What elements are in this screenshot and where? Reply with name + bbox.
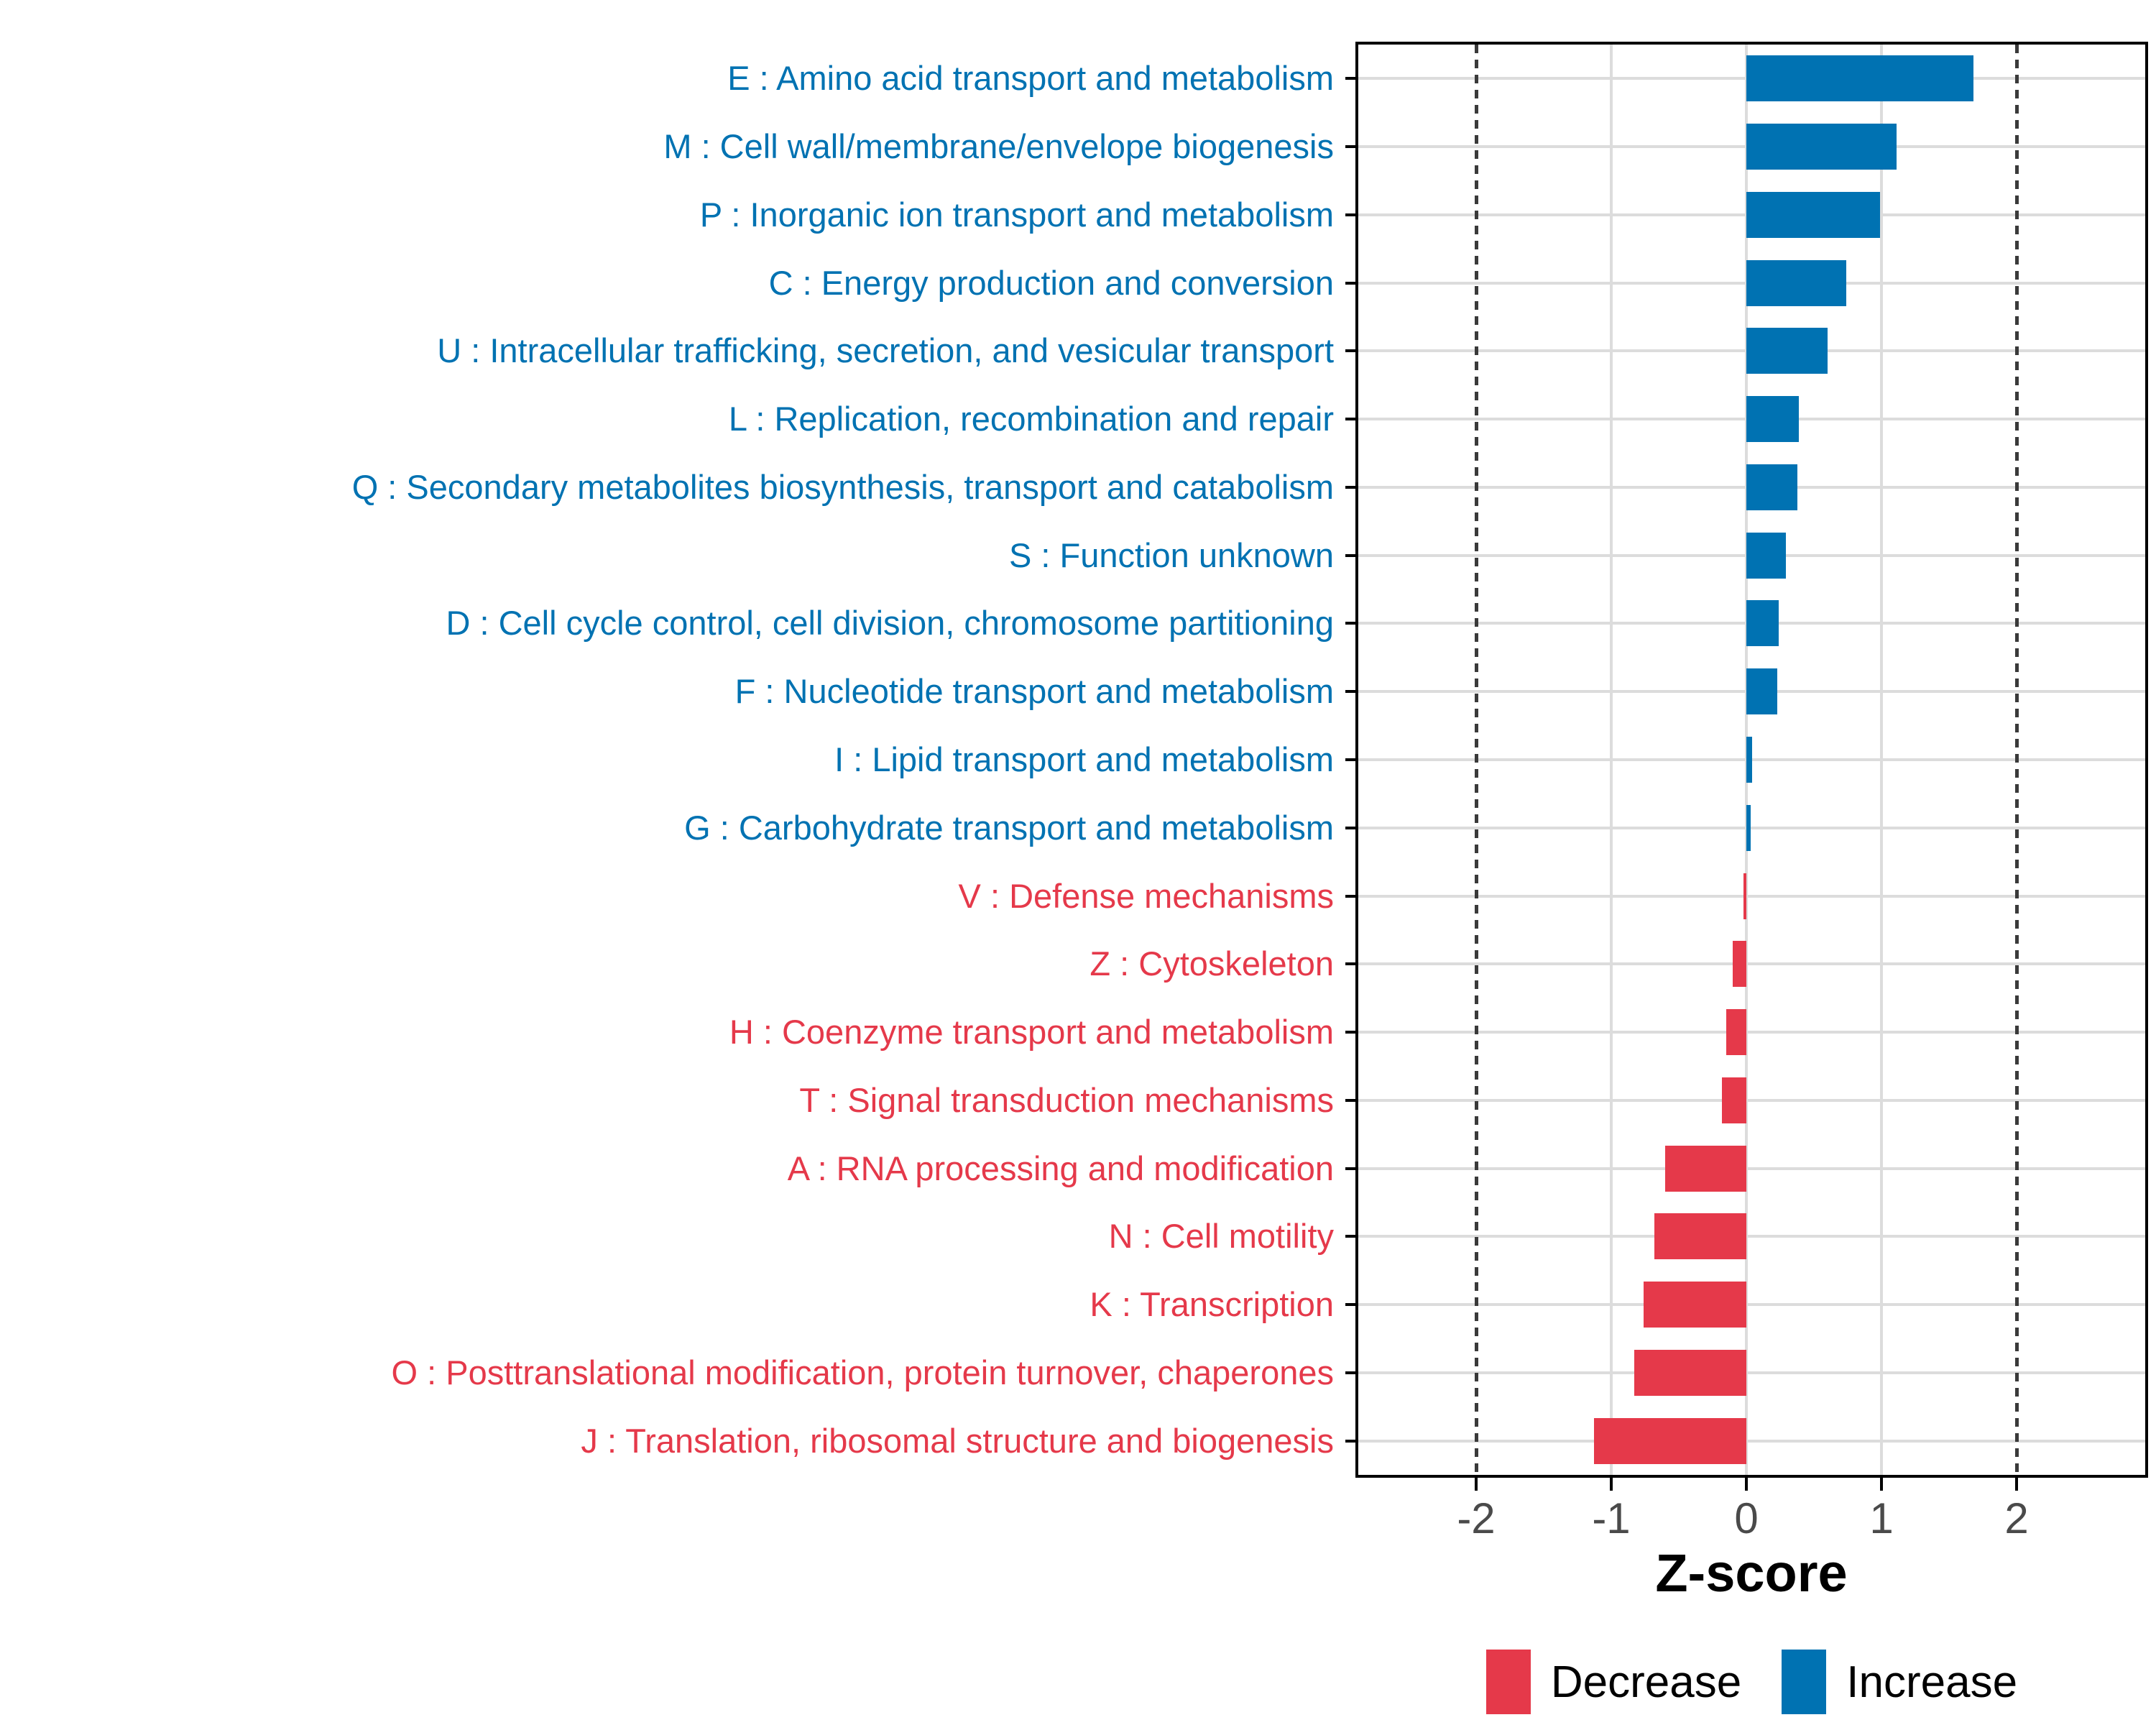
category-label-K: K : Transcription	[1089, 1285, 1334, 1324]
bar-U	[1746, 328, 1828, 374]
x-tick-0	[1745, 1478, 1748, 1491]
legend-item-increase	[1782, 1650, 2017, 1714]
bar-G	[1746, 805, 1751, 851]
bar-O	[1634, 1350, 1746, 1396]
y-tick-H	[1345, 1031, 1358, 1034]
x-tick--2	[1475, 1478, 1478, 1491]
x-tick-1	[1880, 1478, 1883, 1491]
bar-F	[1746, 668, 1777, 714]
x-tick-label--2: -2	[1457, 1494, 1496, 1542]
x-tick-label--1: -1	[1592, 1494, 1631, 1542]
decrease-swatch-icon	[1486, 1650, 1531, 1714]
bar-L	[1746, 396, 1799, 442]
bar-Q	[1746, 464, 1797, 510]
category-label-M: M : Cell wall/membrane/envelope biogenesis	[663, 127, 1334, 166]
legend-label-decrease: Decrease	[1550, 1657, 1742, 1707]
category-label-V: V : Defense mechanisms	[958, 876, 1334, 915]
y-tick-Q	[1345, 486, 1358, 489]
category-label-O: O : Posttranslational modification, protein turnover, chaperones	[391, 1353, 1334, 1392]
y-tick-Z	[1345, 962, 1358, 965]
reference-line-x--2	[1475, 45, 1478, 1475]
category-label-A: A : RNA processing and modification	[787, 1149, 1334, 1187]
y-tick-E	[1345, 77, 1358, 80]
y-tick-O	[1345, 1371, 1358, 1374]
bar-M	[1746, 124, 1897, 170]
category-label-G: G : Carbohydrate transport and metabolism	[684, 808, 1334, 847]
bar-D	[1746, 600, 1779, 646]
bar-V	[1743, 873, 1746, 919]
category-label-P: P : Inorganic ion transport and metabolism	[699, 195, 1334, 234]
y-tick-L	[1345, 418, 1358, 420]
y-tick-P	[1345, 213, 1358, 216]
x-axis-title: Z-score	[1655, 1543, 1848, 1603]
y-tick-U	[1345, 349, 1358, 352]
bar-P	[1746, 192, 1880, 238]
bar-T	[1722, 1077, 1746, 1123]
reference-line-x-2	[2015, 45, 2019, 1475]
y-tick-G	[1345, 827, 1358, 829]
bar-C	[1746, 260, 1846, 306]
category-label-D: D : Cell cycle control, cell division, chromosome partitioning	[446, 604, 1334, 643]
category-label-Q: Q : Secondary metabolites biosynthesis, transport and catabolism	[351, 467, 1334, 506]
y-tick-T	[1345, 1099, 1358, 1102]
y-tick-M	[1345, 145, 1358, 148]
y-tick-A	[1345, 1167, 1358, 1170]
bar-I	[1746, 737, 1752, 783]
bar-E	[1746, 55, 1973, 101]
legend-item-decrease	[1486, 1650, 1741, 1714]
bar-N	[1654, 1213, 1746, 1259]
category-label-S: S : Function unknown	[1009, 535, 1334, 574]
category-label-F: F : Nucleotide transport and metabolism	[734, 672, 1334, 711]
legend-label-increase: Increase	[1846, 1657, 2018, 1707]
bar-H	[1726, 1009, 1746, 1055]
category-label-Z: Z : Cytoskeleton	[1089, 944, 1334, 983]
category-label-C: C : Energy production and conversion	[768, 263, 1334, 302]
bar-J	[1594, 1418, 1746, 1464]
x-tick-label-1: 1	[1869, 1494, 1894, 1542]
increase-swatch-icon	[1782, 1650, 1826, 1714]
category-label-J: J : Translation, ribosomal structure and biogenesis	[581, 1421, 1334, 1460]
y-tick-S	[1345, 554, 1358, 557]
bar-S	[1746, 533, 1786, 579]
category-label-E: E : Amino acid transport and metabolism	[727, 59, 1334, 98]
y-tick-D	[1345, 622, 1358, 625]
y-tick-N	[1345, 1235, 1358, 1238]
plot-panel	[1355, 42, 2148, 1478]
x-tick-label-0: 0	[1734, 1494, 1759, 1542]
y-tick-I	[1345, 758, 1358, 761]
x-tick-label-2: 2	[2004, 1494, 2029, 1542]
category-label-H: H : Coenzyme transport and metabolism	[729, 1013, 1334, 1052]
bar-Z	[1733, 941, 1746, 987]
category-label-T: T : Signal transduction mechanisms	[799, 1080, 1334, 1119]
x-tick-2	[2015, 1478, 2018, 1491]
legend	[1358, 1644, 2145, 1719]
y-tick-K	[1345, 1303, 1358, 1306]
category-label-N: N : Cell motility	[1108, 1217, 1334, 1256]
category-label-I: I : Lipid transport and metabolism	[834, 740, 1334, 778]
category-label-L: L : Replication, recombination and repair	[728, 400, 1334, 438]
y-tick-J	[1345, 1440, 1358, 1443]
y-tick-V	[1345, 895, 1358, 898]
category-label-U: U : Intracellular trafficking, secretion, and vesicular transport	[437, 331, 1334, 370]
bar-K	[1644, 1282, 1746, 1328]
x-tick--1	[1610, 1478, 1613, 1491]
y-tick-C	[1345, 282, 1358, 285]
y-tick-F	[1345, 690, 1358, 693]
bar-A	[1665, 1146, 1746, 1192]
